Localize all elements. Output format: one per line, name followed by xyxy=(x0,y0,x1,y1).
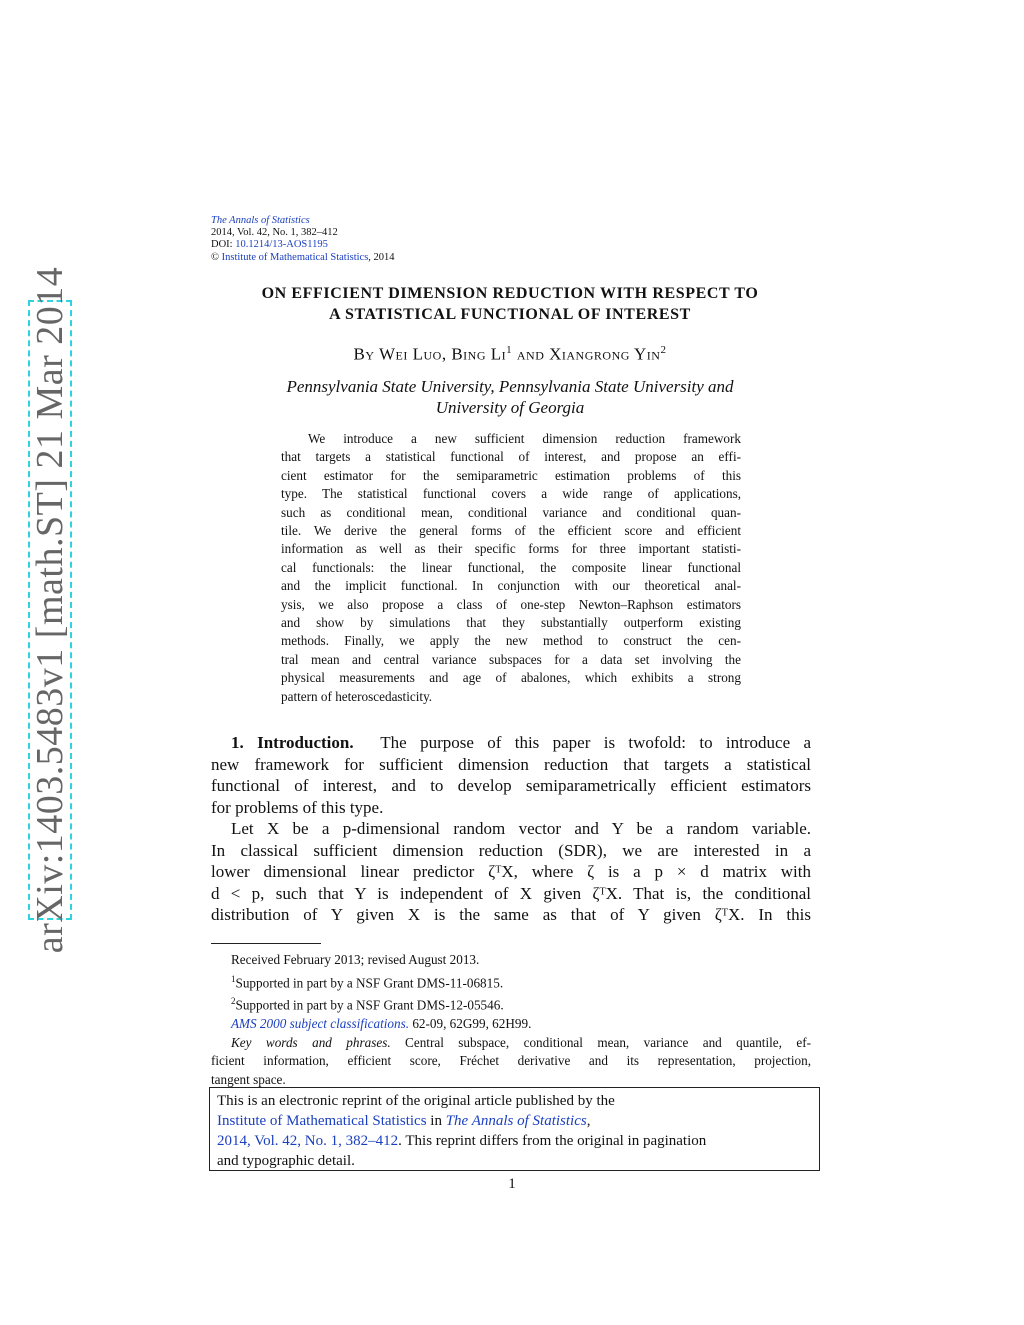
body-line: distribution of Y given X is the same as that of Y given ζᵀX. In this xyxy=(211,905,811,924)
reprint-in: in xyxy=(426,1113,446,1129)
body-line: for problems of this type. xyxy=(211,797,384,817)
doi-label: DOI: xyxy=(211,239,236,251)
volume-link[interactable]: 2014, Vol. 42, No. 1, 382–412 xyxy=(217,1133,399,1149)
abstract-line: and show by simulations that they substantially outperform existing xyxy=(281,615,741,631)
abstract-line: We introduce a new sufficient dimension reduction framework xyxy=(308,431,741,446)
abstract-line: pattern of heteroscedasticity. xyxy=(281,688,433,704)
affiliation-line-2: University of Georgia xyxy=(435,398,585,417)
abstract-line: information as well as their specific forms for three important statisti- xyxy=(281,541,741,557)
intro-first-line xyxy=(211,732,811,754)
body-line: functional of interest, and to develop semiparametrically efficient estimators xyxy=(211,776,811,795)
copyright-symbol: © xyxy=(211,251,219,263)
paper-title xyxy=(200,283,820,325)
journal-name[interactable]: The Annals of Statistics xyxy=(211,215,310,226)
reprint-line-4: and typographic detail. xyxy=(217,1153,355,1169)
abstract-line: tral mean and central variance subspaces for a data set involving the xyxy=(281,651,741,667)
ams-link[interactable]: AMS 2000 subject classifications. xyxy=(231,1016,410,1032)
publisher-link[interactable]: Institute of Mathematical Statistics xyxy=(221,251,369,263)
body-line: In classical sufficient dimension reduction (SDR), we are interested in a xyxy=(211,840,811,860)
title-line-1: ON EFFICIENT DIMENSION REDUCTION WITH RESPECT TO xyxy=(261,285,759,302)
authors-part-2: and Xiangrong Yin xyxy=(512,344,661,364)
abstract-line: cal functionals: the linear functional, the composite linear functional xyxy=(281,559,741,575)
grant-text-2: Supported in part by a NSF Grant DMS-12-05546. xyxy=(235,997,504,1013)
annals-link[interactable]: The Annals of Statistics xyxy=(445,1113,587,1129)
page-number: 1 xyxy=(508,1176,516,1192)
abstract-line: such as conditional mean, conditional variance and conditional quan- xyxy=(281,504,741,520)
body-line: Let X be a p-dimensional random vector and Y be a random variable. xyxy=(231,819,811,838)
reprint-comma: , xyxy=(586,1113,591,1129)
copyright-year: , 2014 xyxy=(368,251,395,263)
ams-codes: 62-09, 62G99, 62H99. xyxy=(409,1016,532,1032)
journal-issue: 2014, Vol. 42, No. 1, 382–412 xyxy=(211,227,338,239)
abstract-line: cient estimator for the semiparametric estimation problems of this xyxy=(281,467,741,483)
footnote-mark-2: 2 xyxy=(231,996,236,1007)
body-line: d < p, such that Y is independent of X given ζᵀX. That is, the conditional xyxy=(211,883,811,903)
keywords-line-1 xyxy=(211,1034,811,1053)
ams-classification xyxy=(211,1015,811,1034)
arxiv-stamp-text[interactable]: arXiv:1403.5483v1 [math.ST] 21 Mar 2014 xyxy=(29,266,71,954)
ims-link[interactable]: Institute of Mathematical Statistics xyxy=(217,1113,427,1129)
doi-link[interactable]: 10.1214/13-AOS1195 xyxy=(235,239,328,251)
abstract-line: tile. We derive the general forms of the efficient score and efficient xyxy=(281,523,741,539)
footnotes xyxy=(211,951,811,1089)
authors-part-1: By Wei Luo, Bing Li xyxy=(353,344,507,364)
title-line-2: A STATISTICAL FUNCTIONAL OF INTEREST xyxy=(329,306,691,323)
footnote-mark-1: 1 xyxy=(231,973,236,984)
abstract-line: and the implicit functional. In conjunction with our theoretical anal- xyxy=(281,578,741,594)
author-footnote-1: 1 xyxy=(506,344,513,356)
section-heading: 1. Introduction. xyxy=(231,733,354,752)
keywords-text-1: Central subspace, conditional mean, variance and quantile, ef- xyxy=(390,1034,812,1050)
body-text: The purpose of this paper is twofold: to introduce a xyxy=(380,733,812,752)
reprint-differs: . This reprint differs from the original in pagination xyxy=(398,1133,707,1149)
affiliation-line-1: Pennsylvania State University, Pennsylvania State University and xyxy=(286,377,734,396)
abstract xyxy=(281,430,741,706)
keywords-line-2: ficient information, efficient score, Fréchet derivative and its representation, projection, xyxy=(211,1053,811,1069)
arxiv-stamp xyxy=(20,266,80,954)
reprint-notice xyxy=(209,1087,820,1171)
abstract-line: methods. Finally, we apply the new method to construct the cen- xyxy=(281,633,741,649)
keywords-line-3: tangent space. xyxy=(211,1071,286,1087)
grant-note-2 xyxy=(211,992,811,1015)
authors xyxy=(200,344,820,365)
abstract-line: that targets a statistical functional of interest, and propose an effi- xyxy=(281,449,741,465)
reprint-line-2 xyxy=(217,1111,812,1131)
received-note: Received February 2013; revised August 2013. xyxy=(231,952,480,967)
reprint-line-1: This is an electronic reprint of the original article published by the xyxy=(217,1093,615,1109)
abstract-line: type. The statistical functional covers a wide range of applications, xyxy=(281,486,741,502)
body-line: new framework for sufficient dimension reduction that targets a statistical xyxy=(211,754,811,774)
keywords-label: Key words and phrases. xyxy=(231,1034,391,1050)
footnote-separator xyxy=(211,943,321,944)
body-line: lower dimensional linear predictor ζᵀX, where ζ is a p × d matrix with xyxy=(211,862,811,881)
abstract-line: ysis, we also propose a class of one-step Newton–Raphson estimators xyxy=(281,596,741,612)
author-footnote-2: 2 xyxy=(660,344,667,356)
grant-note-1 xyxy=(211,970,811,993)
abstract-line: physical measurements and age of abalones, which exhibits a strong xyxy=(281,670,741,686)
reprint-line-3 xyxy=(217,1131,812,1151)
journal-info xyxy=(211,215,395,264)
introduction xyxy=(211,732,811,926)
grant-text-1: Supported in part by a NSF Grant DMS-11-06815. xyxy=(235,974,504,990)
affiliation xyxy=(200,376,820,418)
